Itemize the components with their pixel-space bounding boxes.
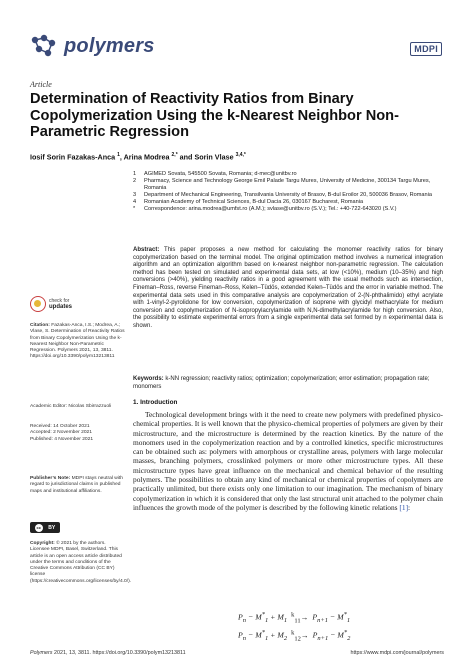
article-title: Determination of Reactivity Ratios from Binary Copolymerization Using the k-Nearest Neighbor Non-Parametric Regression bbox=[30, 91, 399, 140]
copyright-block bbox=[30, 541, 132, 585]
eq-term: M bbox=[277, 612, 284, 622]
footer-journal-link[interactable]: https://www.mdpi.com/journal/polymers bbox=[350, 650, 444, 656]
check-updates-title: check for bbox=[49, 298, 70, 304]
affiliation-number: 2 bbox=[133, 178, 137, 184]
introduction-end: : bbox=[408, 502, 411, 512]
polymers-logo-icon bbox=[30, 34, 58, 58]
eq-rate: k bbox=[291, 629, 295, 636]
keywords bbox=[133, 376, 443, 391]
affiliation-item bbox=[133, 171, 443, 178]
affiliation-list bbox=[133, 171, 443, 213]
author-affil-sup: 2,* bbox=[171, 152, 178, 158]
academic-editor: Academic Editor: Nicolas Sbirrazzuoli bbox=[30, 404, 112, 409]
affiliation-item bbox=[133, 192, 443, 199]
dates-block bbox=[30, 424, 126, 443]
author-affil-sup: 1 bbox=[117, 152, 120, 158]
kinetic-equation-2: $P_n - M^*_1 + M_2$ $^k_{12}\to P_{n+1} - M^*_2$ bbox=[238, 629, 351, 643]
introduction-paragraph bbox=[133, 410, 443, 512]
affiliation-item bbox=[133, 199, 443, 206]
eq-term: M bbox=[255, 630, 262, 640]
mdpi-logo-text: MDPI bbox=[414, 44, 438, 54]
correspondence-item bbox=[133, 206, 443, 213]
eq-sub: n+1 bbox=[317, 635, 329, 643]
eq-plus: + bbox=[270, 630, 276, 640]
eq-term: M bbox=[337, 630, 344, 640]
eq-sup: * bbox=[261, 611, 265, 618]
eq-rate: k bbox=[291, 611, 295, 618]
eq-term: M bbox=[277, 630, 284, 640]
footer-citation[interactable] bbox=[30, 650, 186, 656]
affiliation-number: 1 bbox=[133, 171, 137, 177]
affiliation-text: Pharmacy, Science and Technology George Emil Palade Targu Mures, University of Medicine, 300134 Targu Mures, Romania bbox=[144, 178, 431, 191]
eq-sup: * bbox=[343, 611, 347, 618]
correspondence-text[interactable]: Correspondence: arina.modrea@umfst.ro (A.M.); svlase@unitbv.ro (S.V.); Tel.: +40-722-643020 (S.V.) bbox=[144, 206, 397, 212]
keywords-text: k-NN regression; reactivity ratios; optimization; copolymerization; error estimation; propagation rate; monomers bbox=[133, 376, 430, 390]
check-updates-sub: updates bbox=[49, 304, 73, 310]
eq-sub: 2 bbox=[347, 635, 351, 643]
introduction-body bbox=[133, 410, 443, 512]
eq-sub: 1 bbox=[283, 617, 288, 625]
eq-sub: n+1 bbox=[317, 617, 328, 625]
reaction-arrow-icon: $^k_{11}$→ bbox=[291, 611, 309, 625]
author-conjunction: and bbox=[179, 152, 193, 162]
affiliation-text: Romanian Academy of Technical Sciences, B-dul Dacia 26, 030167 Bucharest, Romania bbox=[144, 199, 364, 205]
citation-text[interactable]: Fazakas-Anca, I.S.; Modrea, A.; Vlase, S. Determination of Reactivity Ratios from Binary Copolymerization Using the k-Nearest Neighbor Non-Parametric Regression. Polymers 2021, 13, 3811. https://doi.org/10.3390/polym13213811 bbox=[30, 323, 125, 360]
author-name[interactable]: Iosif Sorin Fazakas-Anca bbox=[30, 152, 116, 162]
eq-sub: n bbox=[242, 635, 247, 643]
eq-term: P bbox=[238, 630, 243, 640]
copyright-text: © 2021 by the authors. Licensee MDPI, Basel, Switzerland. This article is an open access article distributed under the terms and conditions of the Creative Commons Attribution (CC BY) license (https://creativecommons.org/licenses/by/4.0/). bbox=[30, 541, 132, 584]
eq-sub: 2 bbox=[283, 635, 288, 643]
citation-block bbox=[30, 323, 126, 361]
reaction-arrow-icon: $^k_{12}$→ bbox=[291, 629, 309, 643]
citation-label: Citation: bbox=[30, 323, 50, 328]
affiliation-item bbox=[133, 178, 443, 192]
author-name[interactable]: Arina Modrea bbox=[123, 152, 170, 162]
copyright-label: Copyright: bbox=[30, 541, 55, 546]
cc-icon: cc bbox=[36, 525, 41, 530]
author-list: Iosif Sorin Fazakas-Anca $^1$, Arina Modrea $^{2,*}$ and Sorin Vlase $^{3,4,*}$ bbox=[30, 152, 246, 162]
footer-journal: Polymers bbox=[30, 650, 53, 656]
eq-term: M bbox=[337, 612, 344, 622]
journal-logo[interactable] bbox=[30, 34, 155, 58]
eq-term: M bbox=[255, 612, 262, 622]
check-for-updates-button[interactable] bbox=[30, 296, 72, 312]
editor-block bbox=[30, 404, 126, 410]
author-affil-sup: 3,4,* bbox=[235, 152, 246, 158]
eq-plus: + bbox=[270, 612, 276, 622]
citation-link[interactable]: [1] bbox=[399, 502, 409, 512]
eq-sub: 11 bbox=[294, 617, 301, 625]
eq-sub: 1 bbox=[264, 635, 269, 643]
eq-sub: 1 bbox=[264, 617, 269, 625]
check-updates-label bbox=[49, 298, 72, 310]
eq-sub: 1 bbox=[346, 617, 351, 625]
eq-term: P bbox=[312, 630, 318, 640]
section-heading: 1. Introduction bbox=[133, 399, 178, 406]
abstract-label: Abstract: bbox=[133, 247, 160, 253]
affiliation-number: 3 bbox=[133, 192, 137, 198]
cc-by-label: BY bbox=[48, 524, 56, 531]
publisher-note-text: MDPI stays neutral with regard to jurisdictional claims in published maps and institutional affiliations. bbox=[30, 476, 123, 494]
abstract-text: This paper proposes a new method for calculating the monomer reactivity ratios for binary copolymerization based on the terminal model. The original optimization method involves a numerical integration algorithm and an optimization algorithm based on k-nearest neighbor non-parametric regression. The calculation method has been tested on simulated and experimental data sets, at low (<10%), medium (10–35%) and high conversions (>40%), yielding reactivity ratios in a good agreement with the usual methods such as intersection, Fineman–Ross, reverse Fineman–Ross, Kelen–Tüdös, extended Kelen–Tüdös and the error in variable method. The experimental data sets used in this comparative analysis are copolymerization of 2-(N-phthalimido) ethyl acrylate with 1-vinyl-2-pyrolidone for low conversion, copolymerization of isoprene with glycidyl methacrylate for medium conversion and copolymerization of N-isopropylacrylamide with N,N-dimethylacrylamide for high conversion. Also, the possibility to estimate experimental errors from a single experimental data set formed by n experimental data is shown. bbox=[133, 247, 443, 329]
eq-sup: * bbox=[343, 629, 348, 636]
eq-term: P bbox=[312, 612, 318, 622]
journal-name: polymers bbox=[64, 34, 155, 57]
eq-sub: 12 bbox=[294, 635, 301, 643]
cc-license-badge[interactable] bbox=[30, 522, 60, 533]
eq-sub: n bbox=[242, 617, 247, 625]
mdpi-logo[interactable] bbox=[410, 42, 442, 56]
affiliation-text: Department of Mechanical Engineering, Transilvania University of Brasov, B-dul Eroilor 20, 500036 Brasov, Romania bbox=[144, 192, 433, 198]
author-name[interactable]: Sorin Vlase bbox=[194, 152, 234, 162]
article-type: Article bbox=[30, 80, 52, 89]
affiliation-number: 4 bbox=[133, 199, 137, 205]
abstract bbox=[133, 247, 443, 331]
check-updates-icon bbox=[30, 296, 46, 312]
kinetic-equation-1: $P_n - M^*_1 + M_1$ $^k_{11}\to P_{n+1} - M^*_1$ bbox=[238, 611, 351, 625]
footer-doi: 2021, 13, 3811. https://doi.org/10.3390/polym13213811 bbox=[53, 650, 186, 656]
publisher-note-label: Publisher’s Note: bbox=[30, 476, 71, 481]
affiliation-number: * bbox=[133, 206, 136, 212]
accepted-date: Accepted: 2 November 2021 bbox=[30, 430, 92, 436]
published-date: Published: 4 November 2021 bbox=[30, 436, 94, 442]
eq-term: P bbox=[238, 612, 243, 622]
received-date: Received: 14 October 2021 bbox=[30, 424, 90, 429]
introduction-text: Technological development brings with it the need to create new polymers with predefined physico-chemical properties. It is well known that the physico-chemical properties of polymers are given by their microstructure, and the microstructure is determined by the reaction kinetics. By the nature of the monomers used in the copolymerization reaction and by a controlled kinetics, specific microstructures can be obtained such as: polymers with amorphous or crystalline areas, polymers with large molecular masses, branching polymers, crosslinked polymers or more other microstructure types. All these microstructure types have great influence on the mechanical and chemical behavior of the resulting polymers. The possibilities to obtain any kind of mechanical or chemical properties of copolymers are practically unlimited, but there exists only one limitation to our imagination. The mechanism of binary copolymerization in which it is considered that only the last structural unit attached to the polymer chain influences the growth mode of the polymer is described by the following kinetic relations bbox=[133, 410, 443, 512]
page-footer bbox=[30, 650, 444, 656]
publisher-note bbox=[30, 476, 126, 495]
affiliation-text: AGIMED Sovata, 545500 Sovata, Romania; d-mec@unitbv.ro bbox=[144, 171, 297, 177]
eq-sup: * bbox=[261, 629, 265, 636]
keywords-label: Keywords: bbox=[133, 376, 164, 382]
